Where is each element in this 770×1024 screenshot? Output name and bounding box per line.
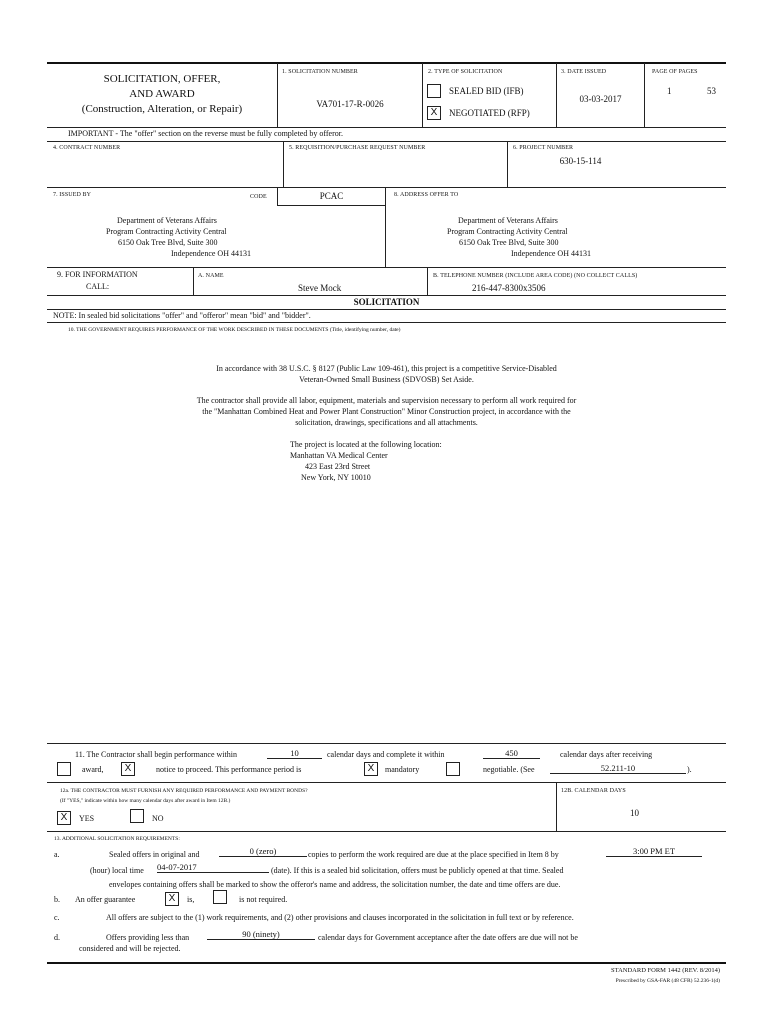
bonds-yes-label: YES (79, 814, 95, 823)
page-number: 1 (667, 86, 672, 96)
notice-to-proceed-label: notice to proceed. This performance period is (156, 765, 302, 774)
rule (47, 322, 726, 323)
name-value: Steve Mock (298, 283, 342, 293)
sealed-bid-checkbox[interactable] (427, 84, 441, 98)
solicitation-type-label: 2. TYPE OF SOLICITATION (428, 69, 503, 75)
item13d-text2: calendar days for Government acceptance after the date offers are due will not be (318, 933, 578, 942)
item13a-text1: Sealed offers in original and (109, 850, 200, 859)
scope-line2: the "Manhattan Combined Heat and Power Plant Construction" Minor Construction project, in accordance with the (202, 407, 571, 416)
offer-to-line3: 6150 Oak Tree Blvd, Suite 300 (459, 238, 559, 247)
mandatory-checkbox[interactable]: X (364, 762, 378, 776)
top-border (47, 62, 726, 64)
rule (47, 743, 726, 744)
issued-by-line2: Program Contracting Activity Central (106, 227, 227, 236)
negotiated-checkbox[interactable]: X (427, 106, 441, 120)
item13c-letter: c. (54, 913, 60, 922)
info-call-label-line1: 9. FOR INFORMATION (57, 270, 138, 279)
important-notice: IMPORTANT - The "offer" section on the reverse must be fully completed by offeror. (68, 129, 343, 138)
item13d-text3: considered and will be rejected. (79, 944, 181, 953)
rule (47, 831, 726, 832)
bottom-border (47, 962, 726, 964)
award-label: award, (82, 765, 104, 774)
item13a-text3: (hour) local time (90, 866, 144, 875)
location-line3: 423 East 23rd Street (305, 462, 371, 471)
negotiated-label: NEGOTIATED (RFP) (449, 108, 530, 118)
negotiable-label: negotiable. (See (483, 765, 535, 774)
guarantee-is-label: is, (187, 895, 195, 904)
scope-line1: The contractor shall provide all labor, equipment, materials and supervision necessary to perform all work required for (196, 396, 577, 405)
page-total: 53 (707, 86, 716, 96)
info-call-label-line2: CALL: (86, 282, 110, 291)
guarantee-not-checkbox[interactable] (213, 890, 227, 904)
date-issued-label: 3. DATE ISSUED (561, 69, 607, 75)
form-title-line1: SOLICITATION, OFFER, (103, 73, 221, 85)
location-line2: Manhattan VA Medical Center (290, 451, 388, 460)
scope-line3: solicitation, drawings, specifications and all attachments. (295, 418, 478, 427)
complete-days-value: 450 (483, 748, 540, 759)
item10-label: 10. THE GOVERNMENT REQUIRES PERFORMANCE OF THE WORK DESCRIBED IN THESE DOCUMENTS (Title, identifying number, date) (68, 327, 401, 333)
item13a-letter: a. (54, 850, 60, 859)
item13a-text5: envelopes containing offers shall be marked to show the offeror's name and address, the solicitation number, the date and time offers are due. (109, 880, 561, 889)
offer-to-line2: Program Contracting Activity Central (447, 227, 568, 236)
rule (47, 782, 726, 783)
due-time-value: 3:00 PM ET (606, 846, 702, 857)
offer-to-line4: Independence OH 44131 (511, 249, 591, 258)
bonds-sublabel: (If "YES," indicate within how many calendar days after award in Item 12B.) (60, 798, 231, 804)
address-offer-label: 8. ADDRESS OFFER TO (394, 192, 459, 198)
sealed-bid-label: SEALED BID (IFB) (449, 86, 524, 96)
notice-to-proceed-checkbox[interactable]: X (121, 762, 135, 776)
code-label: CODE (250, 194, 267, 200)
divider (277, 63, 278, 127)
solicitation-number-value: VA701-17-R-0026 (316, 99, 384, 109)
negotiable-checkbox[interactable] (446, 762, 460, 776)
setaside-line2: Veteran-Owned Small Business (SDVOSB) Set Aside. (299, 375, 474, 384)
form-title-line3: (Construction, Alteration, or Repair) (81, 103, 243, 115)
item11-text-c: calendar days after receiving (560, 750, 653, 759)
divider (385, 187, 386, 267)
item13a-text4: (date). If this is a sealed bid solicitation, offers must be publicly opened at that time. Sealed (271, 866, 564, 875)
calendar-days-value: 10 (630, 808, 639, 818)
form-title-line2: AND AWARD (129, 88, 195, 100)
date-issued-value: 03-03-2017 (579, 94, 622, 104)
divider (644, 63, 645, 127)
item13a-text2: copies to perform the work required are due at the place specified in Item 8 by (308, 850, 559, 859)
item13-label: 13. ADDITIONAL SOLICITATION REQUIREMENTS: (54, 836, 180, 842)
guarantee-is-checkbox[interactable]: X (165, 892, 179, 906)
page-of-pages-label: PAGE OF PAGES (652, 69, 698, 75)
issued-by-line4: Independence OH 44131 (171, 249, 251, 258)
see-clause-close: ). (687, 765, 692, 774)
location-line4: New York, NY 10010 (301, 473, 371, 482)
rule (47, 187, 726, 188)
rule (47, 267, 726, 268)
see-clause-value: 52.211-10 (550, 763, 686, 774)
item13d-text1: Offers providing less than (106, 933, 190, 942)
contract-number-label: 4. CONTRACT NUMBER (53, 145, 121, 151)
sealed-bid-note: NOTE: In sealed bid solicitations "offer" and "offeror" mean "bid" and "bidder". (53, 311, 311, 320)
setaside-line1: In accordance with 38 U.S.C. § 8127 (Public Law 109-461), this project is a competitive Service-Disabled (216, 364, 557, 373)
bonds-no-label: NO (152, 814, 164, 823)
item13b-text1: An offer guarantee (75, 895, 136, 904)
divider (283, 141, 284, 187)
item13d-letter: d. (54, 933, 60, 942)
project-number-value: 630-15-114 (559, 156, 602, 166)
bonds-no-checkbox[interactable] (130, 809, 144, 823)
bonds-yes-checkbox[interactable]: X (57, 811, 71, 825)
rule (47, 309, 726, 310)
form-number: STANDARD FORM 1442 (REV. 8/2014) (611, 967, 720, 974)
award-checkbox[interactable] (57, 762, 71, 776)
guarantee-not-label: is not required. (239, 895, 288, 904)
calendar-days-label: 12B. CALENDAR DAYS (561, 788, 626, 794)
rule (47, 127, 726, 128)
divider (427, 267, 428, 295)
issued-by-line1: Department of Veterans Affairs (117, 216, 217, 225)
start-days-value: 10 (267, 748, 322, 759)
solicitation-heading: SOLICITATION (353, 297, 420, 307)
rule (277, 205, 385, 206)
name-label: A. NAME (198, 273, 224, 279)
copies-value: 0 (zero) (219, 846, 307, 857)
item13b-letter: b. (54, 895, 60, 904)
acceptance-days-value: 90 (ninety) (207, 929, 315, 940)
code-value: PCAC (319, 191, 344, 201)
item11-text-b: calendar days and complete it within (327, 750, 445, 759)
item13c-text: All offers are subject to the (1) work requirements, and (2) other provisions and clauses incorporated in the solicitation in full text or by reference. (106, 913, 574, 922)
telephone-value: 216-447-8300x3506 (472, 283, 546, 293)
mandatory-label: mandatory (385, 765, 420, 774)
location-line1: The project is located at the following location: (290, 440, 442, 449)
item11-text-a: 11. The Contractor shall begin performance within (75, 750, 237, 759)
bonds-label: 12a. THE CONTRACTOR MUST FURNISH ANY REQUIRED PERFORMANCE AND PAYMENT BONDS? (60, 788, 308, 794)
telephone-label: B. TELEPHONE NUMBER (INCLUDE AREA CODE) (NO COLLECT CALLS) (433, 273, 638, 279)
due-date-value: 04-07-2017 (157, 862, 269, 873)
rule (47, 141, 726, 142)
solicitation-number-label: 1. SOLICITATION NUMBER (282, 69, 358, 75)
offer-to-line1: Department of Veterans Affairs (458, 216, 558, 225)
requisition-number-label: 5. REQUISITION/PURCHASE REQUEST NUMBER (289, 145, 426, 151)
prescribed-by: Prescribed by GSA-FAR (48 CFR) 52.236-1(d) (615, 978, 720, 984)
rule (47, 295, 726, 296)
divider (193, 267, 194, 295)
project-number-label: 6. PROJECT NUMBER (513, 145, 574, 151)
divider (556, 782, 557, 831)
issued-by-label: 7. ISSUED BY (53, 192, 92, 198)
divider (422, 63, 423, 127)
issued-by-line3: 6150 Oak Tree Blvd, Suite 300 (118, 238, 218, 247)
